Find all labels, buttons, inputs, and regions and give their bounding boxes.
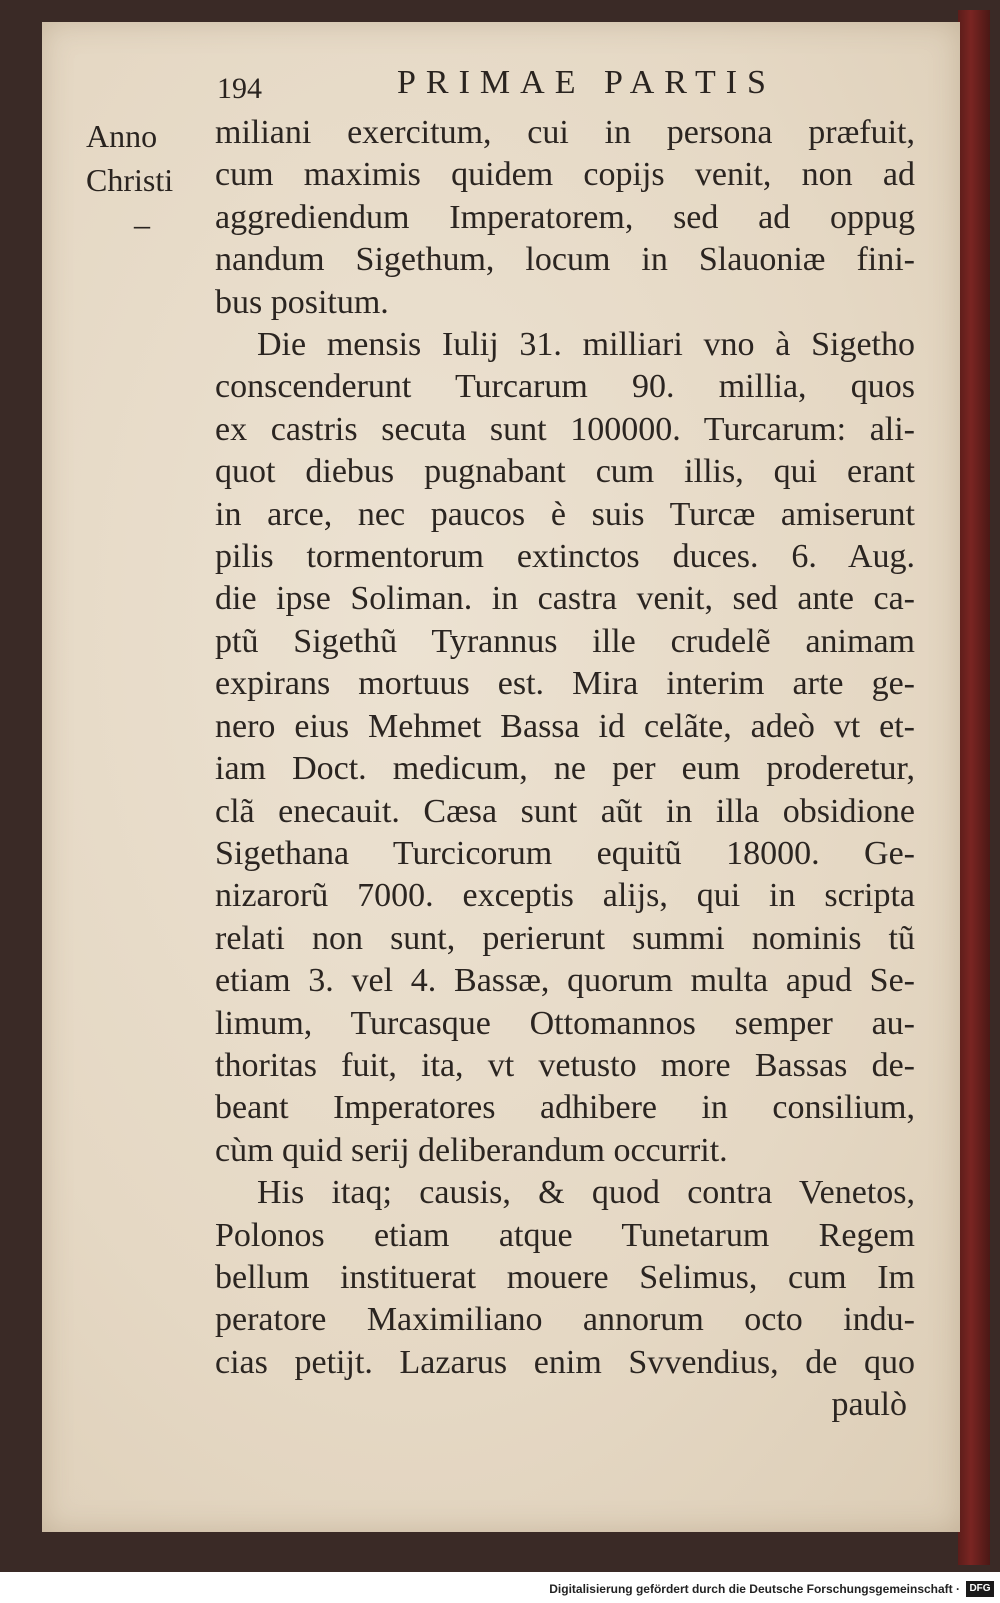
book-binding-edge (958, 10, 990, 1565)
text-line: ptũ Sigethũ Tyrannus ille crudelẽ animam (215, 622, 915, 660)
text-line: thoritas fuit, ita, vt vetusto more Bassas de- (215, 1046, 915, 1084)
text-line: miliani exercitum, cui in persona præfuit, (215, 114, 915, 151)
text-line: conscenderunt Turcarum 90. millia, quos (215, 368, 915, 406)
text-line: nero eius Mehmet Bassa id celãte, adeò vt et- (215, 707, 915, 745)
digitization-credit: Digitalisierung gefördert durch die Deutsche Forschungsgemeinschaft · (549, 1582, 960, 1596)
text-line: relati non sunt, perierunt summi nominis tũ (215, 919, 915, 957)
catchword: paulò (831, 1386, 907, 1424)
text-line: die ipse Soliman. in castra venit, sed ante ca- (215, 580, 915, 618)
text-line: bus positum. (215, 283, 389, 321)
margin-note (86, 114, 186, 246)
text-line: etiam 3. vel 4. Bassæ, quorum multa apud Se- (215, 962, 915, 1000)
running-head (217, 64, 917, 104)
margin-note-line-2: Christi (86, 162, 174, 198)
book-page (42, 22, 960, 1532)
text-line: iam Doct. medicum, ne per eum proderetur, (215, 750, 915, 788)
digitization-footer (0, 1578, 1000, 1603)
text-line: cias petijt. Lazarus enim Svvendius, de quo (215, 1343, 915, 1381)
text-line: limum, Turcasque Ottomannos semper au- (215, 1004, 915, 1042)
text-line: Polonos etiam atque Tunetarum Regem (215, 1216, 915, 1254)
text-line: nandum Sigethum, locum in Slauoniæ fini- (215, 241, 915, 279)
text-line: Sigethana Turcicorum equitũ 18000. Ge- (215, 834, 915, 872)
text-line: clã enecauit. Cæsa sunt aũt in illa obsidione (215, 792, 915, 830)
text-line: cum maximis quidem copijs venit, non ad (215, 156, 915, 194)
running-head-title: PRIMAE PARTIS (397, 64, 776, 101)
text-line: Die mensis Iulij 31. milliari vno à Sigetho (257, 326, 915, 364)
text-line: beant Imperatores adhibere in consilium, (215, 1089, 915, 1127)
page-number: 194 (217, 72, 262, 105)
text-line: cùm quid serij deliberandum occurrit. (215, 1131, 728, 1169)
dfg-logo: DFG (966, 1581, 994, 1597)
margin-note-line-3: – (134, 206, 150, 242)
text-line: pilis tormentorum extinctos duces. 6. Aug. (215, 538, 915, 576)
text-line: quot diebus pugnabant cum illis, qui erant (215, 453, 915, 491)
text-line: expirans mortuus est. Mira interim arte ge- (215, 665, 915, 703)
text-line: peratore Maximiliano annorum octo indu- (215, 1301, 915, 1339)
text-line: in arce, nec paucos è suis Turcæ amiserunt (215, 495, 915, 533)
margin-note-line-1: Anno (86, 118, 158, 154)
text-line: bellum instituerat mouere Selimus, cum Im (215, 1258, 915, 1296)
text-line: nizarorũ 7000. exceptis alijs, qui in scripta (215, 877, 915, 915)
text-line: His itaq; causis, & quod contra Venetos, (257, 1174, 915, 1212)
body-text (215, 112, 915, 1427)
text-line: ex castris secuta sunt 100000. Turcarum: ali- (215, 410, 915, 448)
text-line: aggrediendum Imperatorem, sed ad oppug (215, 198, 915, 236)
